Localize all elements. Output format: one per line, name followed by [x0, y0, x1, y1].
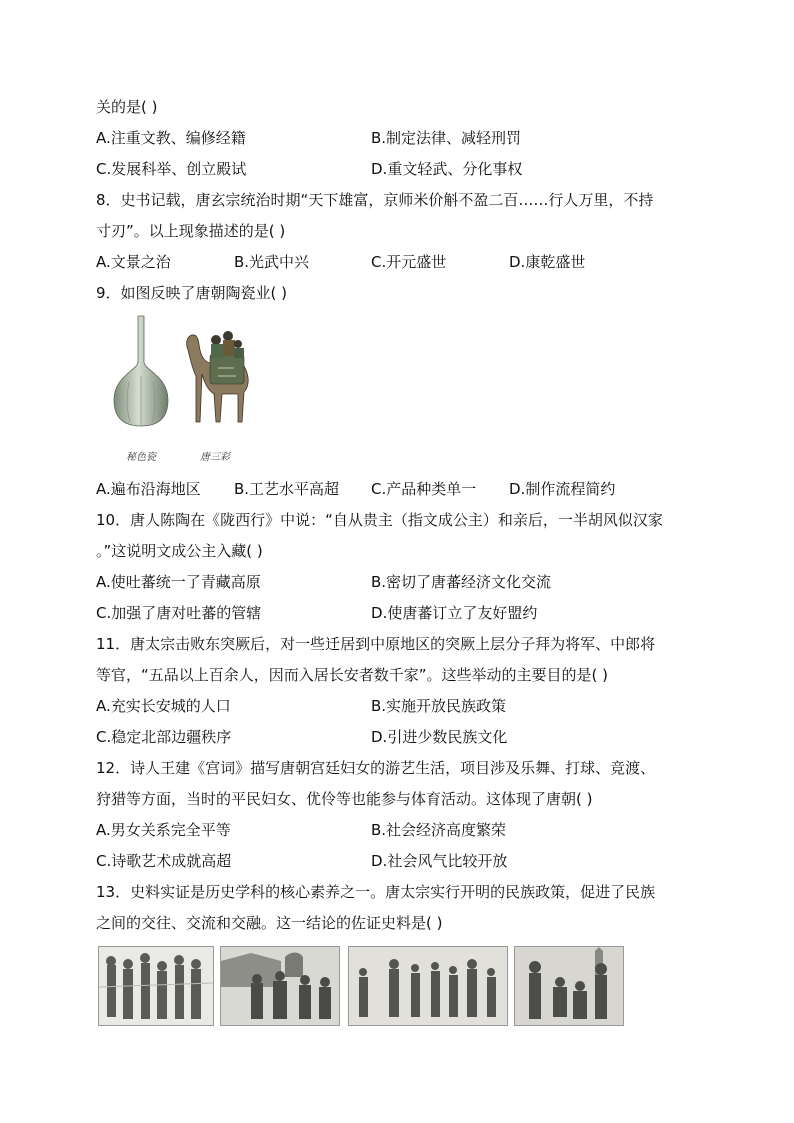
q12-option-d[interactable]: D.社会风气比较开放	[371, 852, 508, 870]
q9-caption-celadon: 秘色瓷	[126, 452, 156, 463]
q9-option-a[interactable]: A.遍布沿海地区	[96, 480, 201, 498]
q7-option-b[interactable]: B.制定法律、减轻刑罚	[371, 129, 522, 147]
q8-option-b[interactable]: B.光武中兴	[234, 253, 310, 271]
q10-option-c[interactable]: C.加强了唐对吐蕃的管辖	[96, 604, 262, 622]
q9-caption-sancai: 唐三彩	[200, 452, 230, 463]
q11-option-b[interactable]: B.实施开放民族政策	[371, 697, 507, 715]
q13-option-d-image[interactable]	[514, 946, 624, 1026]
q12-stem-line2: 狩猎等方面，当时的平民妇女、优伶等也能参与体育活动。这体现了唐朝( )	[96, 790, 593, 808]
q12-stem-line1: 12．诗人王建《宫词》描写唐朝宫廷妇女的游艺生活，项目涉及乐舞、打球、竞渡、	[96, 759, 656, 777]
q8-stem-line2: 寸刃”。以上现象描述的是( )	[96, 222, 286, 240]
q9-option-d[interactable]: D.制作流程简约	[509, 480, 616, 498]
q9-option-b[interactable]: B.工艺水平高超	[234, 480, 340, 498]
q12-option-a[interactable]: A.男女关系完全平等	[96, 821, 231, 839]
q11-stem-line2: 等官，“五品以上百余人，因而入居长安者数千家”。这些举动的主要目的是( )	[96, 666, 609, 684]
q12-option-b[interactable]: B.社会经济高度繁荣	[371, 821, 507, 839]
tang-sancai-camel-image	[178, 318, 256, 430]
q10-option-a[interactable]: A.使吐蕃统一了青藏高原	[96, 573, 261, 591]
q7-option-a[interactable]: A.注重文教、编修经籍	[96, 129, 246, 147]
q11-stem-line1: 11．唐太宗击败东突厥后，对一些迁居到中原地区的突厥上层分子拜为将军、中郎将	[96, 635, 656, 653]
q8-stem-line1: 8．史书记载，唐玄宗统治时期“天下雄富，京师米价斛不盈二百……行人万里，不持	[96, 191, 654, 209]
q13-option-c-image[interactable]	[348, 946, 508, 1026]
q10-option-d[interactable]: D.使唐蕃订立了友好盟约	[371, 604, 538, 622]
q10-stem-line1: 10．唐人陈陶在《陇西行》中说：“自从贵主（指文成公主）和亲后，一半胡风似汉家	[96, 511, 663, 529]
q13-stem-line2: 之间的交往、交流和交融。这一结论的佐证史料是( )	[96, 914, 443, 932]
q13-stem-line1: 13．史料实证是历史学科的核心素养之一。唐太宗实行开明的民族政策，促进了民族	[96, 883, 656, 901]
q12-option-c[interactable]: C.诗歌艺术成就高超	[96, 852, 232, 870]
q7-stem-tail: 关的是( )	[96, 98, 158, 116]
q8-option-d[interactable]: D.康乾盛世	[509, 253, 586, 271]
q9-option-c[interactable]: C.产品种类单一	[371, 480, 477, 498]
q13-option-b-image[interactable]	[220, 946, 340, 1026]
q13-option-a-image[interactable]	[98, 946, 214, 1026]
q11-option-a[interactable]: A.充实长安城的人口	[96, 697, 231, 715]
q8-option-a[interactable]: A.文景之治	[96, 253, 171, 271]
q8-option-c[interactable]: C.开元盛世	[371, 253, 447, 271]
q11-option-d[interactable]: D.引进少数民族文化	[371, 728, 508, 746]
q9-stem: 9．如图反映了唐朝陶瓷业( )	[96, 284, 288, 302]
celadon-vase-image	[110, 312, 172, 430]
q7-option-d[interactable]: D.重文轻武、分化事权	[371, 160, 523, 178]
q11-option-c[interactable]: C.稳定北部边疆秩序	[96, 728, 232, 746]
q10-stem-line2: 。”这说明文成公主入藏( )	[96, 542, 263, 560]
q7-option-c[interactable]: C.发展科举、创立殿试	[96, 160, 247, 178]
q10-option-b[interactable]: B.密切了唐蕃经济文化交流	[371, 573, 552, 591]
